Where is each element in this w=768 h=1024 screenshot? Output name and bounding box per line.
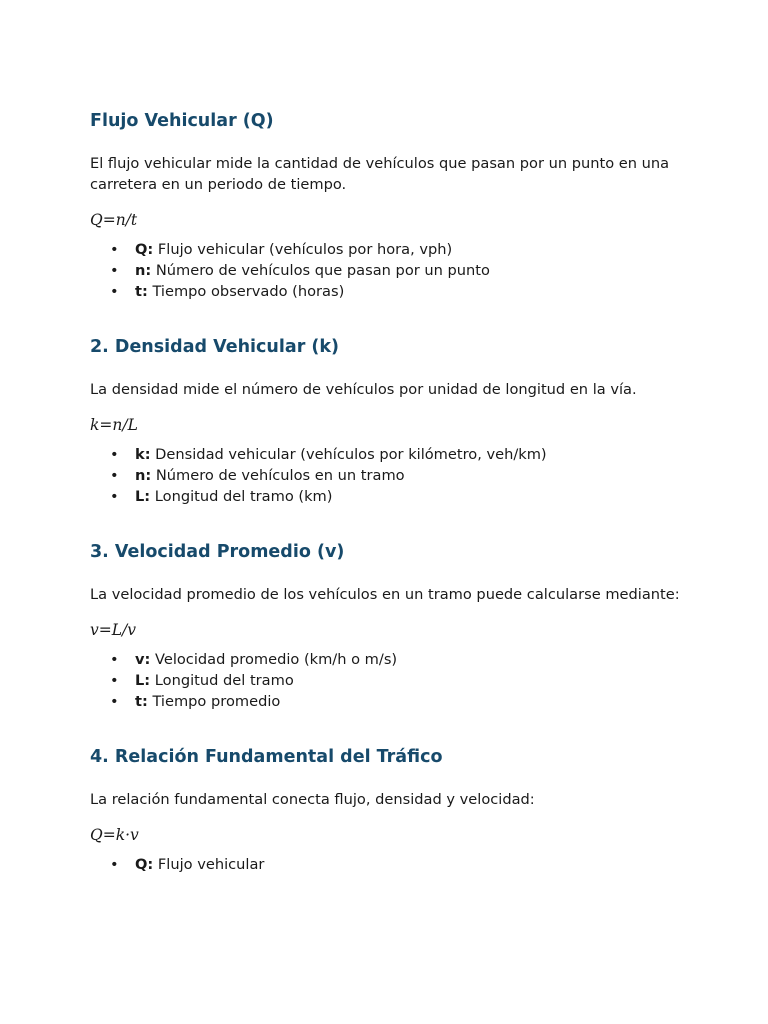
term-description: Longitud del tramo xyxy=(150,672,294,689)
formula: k=n/L xyxy=(90,416,138,434)
document-body xyxy=(90,108,680,907)
term-symbol: Q: xyxy=(135,856,154,873)
term-description: Longitud del tramo (km) xyxy=(150,488,333,505)
term-description: Flujo vehicular (vehículos por hora, vph) xyxy=(153,241,453,258)
term-symbol: n: xyxy=(135,467,152,484)
bullet-icon: • xyxy=(110,488,119,505)
term-description: Tiempo promedio xyxy=(147,693,281,710)
term-description: Flujo vehicular xyxy=(153,856,265,873)
term-symbol: L: xyxy=(135,488,151,505)
formula: Q=k·v xyxy=(90,826,139,844)
bullet-icon: • xyxy=(110,651,119,668)
term-description: Número de vehículos en un tramo xyxy=(151,467,405,484)
term-list xyxy=(90,854,680,875)
term-symbol: n: xyxy=(135,262,152,279)
list-item xyxy=(110,465,680,486)
formula: v=L/v xyxy=(90,621,137,639)
term-symbol: L: xyxy=(135,672,151,689)
bullet-icon: • xyxy=(110,283,119,300)
section-heading: 4. Relación Fundamental del Tráfico xyxy=(90,747,443,767)
bullet-icon: • xyxy=(110,262,119,279)
section-paragraph: La densidad mide el número de vehículos por unidad de longitud en la vía. xyxy=(90,381,637,398)
term-list xyxy=(90,649,680,712)
section-velocidad xyxy=(90,539,680,712)
formula: Q=n/t xyxy=(90,211,138,229)
section-flujo xyxy=(90,108,680,302)
term-description: Velocidad promedio (km/h o m/s) xyxy=(150,651,398,668)
section-paragraph: La relación fundamental conecta flujo, densidad y velocidad: xyxy=(90,791,535,808)
list-item xyxy=(110,281,680,302)
bullet-icon: • xyxy=(110,241,119,258)
list-item xyxy=(110,486,680,507)
term-symbol: Q: xyxy=(135,241,154,258)
section-paragraph: La velocidad promedio de los vehículos en un tramo puede calcularse mediante: xyxy=(90,586,680,603)
term-list xyxy=(90,444,680,507)
term-symbol: t: xyxy=(135,693,148,710)
term-description: Tiempo observado (horas) xyxy=(147,283,345,300)
list-item xyxy=(110,260,680,281)
bullet-icon: • xyxy=(110,467,119,484)
bullet-icon: • xyxy=(110,856,119,873)
section-heading: 3. Velocidad Promedio (v) xyxy=(90,542,345,562)
list-item xyxy=(110,854,680,875)
term-list xyxy=(90,239,680,302)
section-heading: 2. Densidad Vehicular (k) xyxy=(90,337,340,357)
term-symbol: k: xyxy=(135,446,151,463)
bullet-icon: • xyxy=(110,446,119,463)
term-description: Densidad vehicular (vehículos por kilómetro, veh/km) xyxy=(150,446,547,463)
term-symbol: v: xyxy=(135,651,151,668)
list-item xyxy=(110,444,680,465)
term-symbol: t: xyxy=(135,283,148,300)
list-item xyxy=(110,670,680,691)
term-description: Número de vehículos que pasan por un punto xyxy=(151,262,490,279)
section-relacion xyxy=(90,744,680,875)
section-paragraph: El flujo vehicular mide la cantidad de vehículos que pasan por un punto en una carretera en un periodo de tiempo. xyxy=(90,155,670,193)
bullet-icon: • xyxy=(110,693,119,710)
list-item xyxy=(110,649,680,670)
section-densidad xyxy=(90,334,680,507)
bullet-icon: • xyxy=(110,672,119,689)
section-heading: Flujo Vehicular (Q) xyxy=(90,111,274,131)
list-item xyxy=(110,239,680,260)
list-item xyxy=(110,691,680,712)
